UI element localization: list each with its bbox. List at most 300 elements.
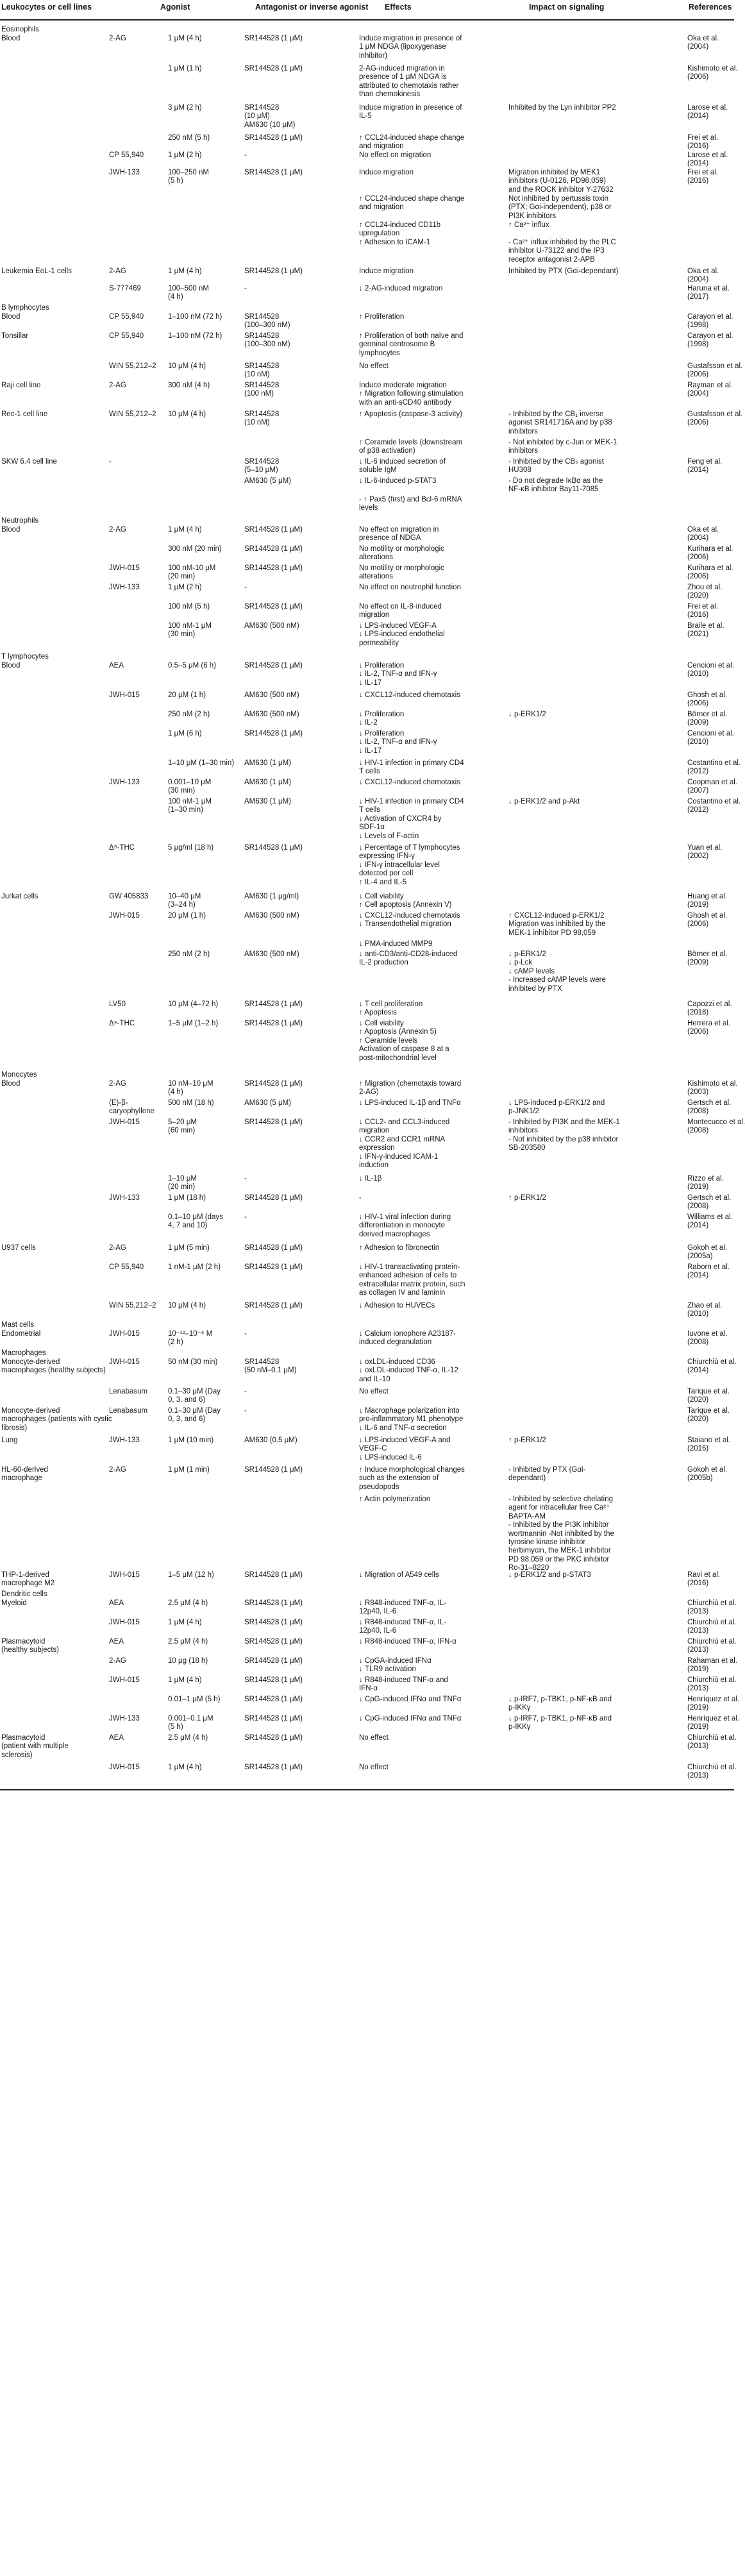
cell-agonist: WIN 55,212–2 <box>109 1302 156 1309</box>
cell-antagonist: SR144528 (1 μM) <box>244 545 303 553</box>
cell-dose: 1 μM (2 h) <box>168 584 202 591</box>
cell-antagonist: AM630 (500 nM) <box>244 711 299 718</box>
cell-reference: Braile et al. (2021) <box>687 622 724 639</box>
cell-cell-type: Eosinophils <box>1 26 39 33</box>
cell-effects: ↓ Percentage of T lymphocytes expressing IFN-γ ↓ IFN-γ intracellular level detected per cell ↑ IL-4 and IL-5 <box>359 844 460 886</box>
cell-reference: Larose et al. (2014) <box>687 151 728 168</box>
cell-antagonist: SR144528 (5–10 μM) <box>244 458 280 475</box>
cell-dose: 10 μM (4 h) <box>168 1302 206 1309</box>
cell-cell-type: B lymphocytes <box>1 304 49 312</box>
cell-antagonist: SR144528 (1 μM) <box>244 1715 303 1722</box>
cell-dose: 1–100 nM (72 h) <box>168 313 222 321</box>
cell-dose: 0.5–5 μM (6 h) <box>168 662 217 669</box>
cell-cell-type: T lymphocytes <box>1 653 49 661</box>
cell-impact: ↓ p-IRF7, p-TBK1, p-NF-κB and p-IKKγ <box>508 1715 612 1731</box>
header-agonist: Agonist <box>160 3 190 12</box>
cell-antagonist: SR144528 (1 μM) <box>244 267 303 275</box>
cell-dose: 5–20 μM (60 min) <box>168 1118 197 1135</box>
cell-dose: 0.1–30 μM (Day 0, 3, and 6) <box>168 1407 221 1424</box>
cell-reference: Zhao et al. (2010) <box>687 1302 723 1318</box>
cell-cell-type: Endometrial <box>1 1330 41 1338</box>
cell-cell-type: Neutrophils <box>1 517 39 525</box>
cell-agonist: CP 55,940 <box>109 151 144 159</box>
cell-dose: 50 nM (30 min) <box>168 1358 218 1366</box>
cell-effects: ↑ Adhesion to fibronectin <box>359 1244 440 1252</box>
cell-reference: Börner et al. (2009) <box>687 950 728 967</box>
cell-antagonist: SR144528 (1 μM) <box>244 1619 303 1626</box>
cell-reference: Gokoh et al. (2005b) <box>687 1466 728 1483</box>
cell-cell-type: Tonsillar <box>1 332 29 340</box>
cell-effects: ↓ CXCL12-induced chemotaxis <box>359 691 460 699</box>
cell-dose: 0.1–10 μM (days 4, 7 and 10) <box>168 1213 223 1230</box>
header-antagonist: Antagonist or inverse agonist <box>255 3 369 12</box>
cell-impact: ↑ p-ERK1/2 <box>508 1194 546 1202</box>
cell-effects: ↓ Calcium ionophore A23187- induced degranulation <box>359 1330 456 1347</box>
cell-reference: Herrera et al. (2006) <box>687 1020 731 1036</box>
cell-impact: ↑ p-ERK1/2 <box>508 1436 546 1444</box>
cell-dose: 100 nM-10 μM (20 min) <box>168 564 216 581</box>
cell-cell-type: Leukemia EoL-1 cells <box>1 267 72 275</box>
cell-agonist: Δ⁹-THC <box>109 1020 135 1027</box>
cell-reference: Williams et al. (2014) <box>687 1213 733 1230</box>
cell-reference: Gertsch et al. (2008) <box>687 1194 732 1211</box>
cell-impact: ↓ p-ERK1/2 and p-STAT3 <box>508 1571 591 1579</box>
cell-antagonist: SR144528 (1 μM) <box>244 134 303 142</box>
cell-antagonist: SR144528 (10 μM) AM630 (10 μM) <box>244 104 296 129</box>
cell-effects: ↓ R848-induced TNF-α and IFN-α <box>359 1676 448 1693</box>
cell-antagonist: SR144528 (1 μM) <box>244 1571 303 1579</box>
cell-agonist: Lenabasum <box>109 1407 148 1415</box>
cell-dose: 2.5 μM (4 h) <box>168 1734 208 1742</box>
cell-impact: - Inhibited by the CB₂ agonist HU308 <box>508 458 604 475</box>
cell-antagonist: AM630 (500 nM) <box>244 912 299 920</box>
cell-dose: 1 μM (18 h) <box>168 1194 206 1202</box>
cell-antagonist: SR144528 (100–300 nM) <box>244 332 290 349</box>
cell-agonist: 2-AG <box>109 526 126 534</box>
cell-effects: ↓ CXCL12-induced chemotaxis <box>359 779 460 786</box>
cell-agonist: Lenabasum <box>109 1388 148 1395</box>
cell-antagonist: SR144528 (1 μM) <box>244 1696 303 1703</box>
cell-effects: ↑ CCL24-induced shape change and migration <box>359 195 465 212</box>
cell-antagonist: SR144528 (1 μM) <box>244 844 303 852</box>
cell-impact: - Inhibited by selective chelating agent for intracellular free Ca²⁺ BAPTA-AM - Inhibited by the PI3K inhibitor wortmannin -Not inhibited by the tyrosine kinase inhibitor herbimycin, the MEK-1 inhibitor PD 98,059 or the PKC inhibitor Ro-31–8220 <box>508 1495 614 1572</box>
cell-agonist: AEA <box>109 1638 124 1646</box>
cell-effects: ↑ Proliferation <box>359 313 405 321</box>
cell-reference: Raborn et al. (2014) <box>687 1263 730 1280</box>
cell-agonist: AEA <box>109 662 124 669</box>
cell-impact: Inhibited by the Lyn inhibitor PP2 <box>508 104 616 112</box>
cell-antagonist: AM630 (1 μM) <box>244 798 292 805</box>
cell-dose: 1 nM-1 μM (2 h) <box>168 1263 221 1271</box>
cell-reference: Chiurchiù et al. (2013) <box>687 1638 737 1654</box>
cell-reference: Oka et al. (2004) <box>687 267 719 284</box>
cell-antagonist: SR144528 (1 μM) <box>244 603 303 610</box>
cell-effects: ↓ IL-6 induced secretion of soluble IgM <box>359 458 446 475</box>
cell-reference: Börner et al. (2009) <box>687 711 728 727</box>
cell-reference: Costantino et al. (2012) <box>687 798 741 814</box>
cell-dose: 10⁻¹²–10⁻⁶ M (2 h) <box>168 1330 213 1347</box>
cell-agonist: JWH-015 <box>109 1330 140 1338</box>
cell-reference: Zhou et al. (2020) <box>687 584 723 600</box>
cell-reference: Oka et al. (2004) <box>687 35 719 51</box>
cell-impact: - Inhibited by PTX (Gαi- dependant) <box>508 1466 586 1483</box>
cell-effects: ↓ oxLDL-induced CD36 ↓ oxLDL-induced TNF-α, IL-12 and IL-10 <box>359 1358 458 1383</box>
cell-reference: Costantino et al. (2012) <box>687 759 741 776</box>
cell-effects: No effect <box>359 1734 389 1742</box>
cell-antagonist: SR144528 (1 μM) <box>244 169 303 176</box>
cell-reference: Rizzo et al. (2019) <box>687 1175 724 1191</box>
cell-agonist: JWH-133 <box>109 1715 140 1722</box>
cell-reference: Tarique et al. (2020) <box>687 1388 730 1404</box>
cell-antagonist: SR144528 (1 μM) <box>244 1676 303 1684</box>
cell-antagonist: - <box>244 1213 247 1221</box>
cell-dose: 1–5 μM (12 h) <box>168 1571 214 1579</box>
cell-effects: - ↑ Pax5 (first) and Bcl-6 mRNA levels <box>359 496 462 512</box>
cell-agonist: 2-AG <box>109 382 126 389</box>
cell-effects: ↓ CXCL12-induced chemotaxis ↓ Transendothelial migration <box>359 912 460 929</box>
cell-dose: 0.001–10 μM (30 min) <box>168 779 212 795</box>
cell-effects: ↓ R848-induced TNF-α, IFN-α <box>359 1638 456 1646</box>
cell-effects: ↑ CCL24-induced shape change and migration <box>359 134 465 151</box>
cell-reference: Iuvone et al. (2008) <box>687 1330 728 1347</box>
cell-dose: 1 μM (1 h) <box>168 65 202 72</box>
cell-agonist: LV50 <box>109 1000 126 1008</box>
cell-cell-type: Monocyte-derived macrophages (healthy subjects) <box>1 1358 106 1375</box>
cell-reference: Yuan et al. (2002) <box>687 844 723 861</box>
cell-reference: Chiurchiù et al. (2013) <box>687 1764 737 1780</box>
cell-effects: ↓ T cell proliferation ↑ Apoptosis <box>359 1000 423 1017</box>
cell-reference: Gustafsson et al. (2006) <box>687 410 743 427</box>
cell-dose: 2.5 μM (4 h) <box>168 1638 208 1646</box>
cell-antagonist: AM630 (5 μM) <box>244 1099 292 1107</box>
cell-antagonist: SR144528 (1 μM) <box>244 1638 303 1646</box>
cell-antagonist: SR144528 (10 nM) <box>244 362 280 379</box>
cell-cell-type: Myeloid <box>1 1599 27 1607</box>
cell-antagonist: SR144528 (1 μM) <box>244 1466 303 1474</box>
cell-reference: Frei et al. (2016) <box>687 169 718 185</box>
cell-effects: ↑ Migration (chemotaxis toward 2-AG) <box>359 1080 462 1097</box>
cell-cell-type: HL-60-derived macrophage <box>1 1466 48 1483</box>
cell-impact: - Inhibited by the CB₁ inverse agonist SR141716A and by p38 inhibitors <box>508 410 612 435</box>
cell-reference: Henríquez et al. (2019) <box>687 1696 740 1712</box>
cell-reference: Cencioni et al. (2010) <box>687 730 734 746</box>
cell-cell-type: Monocytes <box>1 1071 37 1079</box>
cell-antagonist: - <box>244 1175 247 1183</box>
cell-cell-type: Blood <box>1 526 21 534</box>
cell-antagonist: SR144528 (1 μM) <box>244 35 303 42</box>
cell-impact: - Not inhibited by c-Jun or MEK-1 inhibitors <box>508 439 617 455</box>
cell-dose: 1 μM (1 min) <box>168 1466 210 1474</box>
cell-dose: 10 μM (4 h) <box>168 362 206 370</box>
cell-impact: ↓ LPS-induced p-ERK1/2 and p-JNK1/2 <box>508 1099 605 1116</box>
cell-reference: Huang et al. (2019) <box>687 893 728 909</box>
cell-dose: 250 nM (5 h) <box>168 134 210 142</box>
cell-impact: ↓ p-ERK1/2 ↓ p-Lck ↓ cAMP levels - Increased cAMP levels were inhibited by PTX <box>508 950 606 993</box>
cell-agonist: CP 55,940 <box>109 332 144 340</box>
cell-antagonist: SR144528 (1 μM) <box>244 526 303 534</box>
cell-antagonist: SR144528 (1 μM) <box>244 1118 303 1126</box>
cell-reference: Rahaman et al. (2019) <box>687 1657 737 1674</box>
cell-impact: Migration inhibited by MEK1 inhibitors (U-0126, PD98,059) and the ROCK inhibitor Y-27632 <box>508 169 614 194</box>
cell-dose: 1–10 μM (1–30 min) <box>168 759 235 767</box>
cell-antagonist: SR144528 (100–300 nM) <box>244 313 290 330</box>
cell-effects: ↓ IL-6-induced p-STAT3 <box>359 477 437 485</box>
cell-cell-type: Blood <box>1 313 21 321</box>
cell-impact: ↑ Ca²⁺ influx <box>508 221 549 229</box>
cell-agonist: JWH-015 <box>109 912 140 920</box>
cell-dose: 1 μM (4 h) <box>168 1764 202 1771</box>
cell-effects: No effect <box>359 1388 389 1395</box>
cell-effects: No effect <box>359 362 389 370</box>
cell-cell-type: Lung <box>1 1436 18 1444</box>
cell-effects: ↓ CpG-induced IFNα and TNFα <box>359 1696 462 1703</box>
cell-reference: Feng et al. (2014) <box>687 458 723 475</box>
cell-antagonist: AM630 (500 nM) <box>244 622 299 630</box>
cell-cell-type: Blood <box>1 1080 21 1088</box>
cell-antagonist: SR144528 (1 μM) <box>244 662 303 669</box>
cell-effects: ↑ Ceramide levels (downstream of p38 activation) <box>359 439 463 455</box>
cell-impact: ↑ CXCL12-induced p-ERK1/2 Migration was inhibited by the MEK-1 inhibitor PD 98,059 <box>508 912 606 937</box>
cell-effects: ↓ HIV-1 infection in primary CD4 T cells ↓ Activation of CXCR4 by SDF-1α ↓ Levels of F-actin <box>359 798 464 840</box>
cell-dose: 10 nM–10 μM (4 h) <box>168 1080 213 1097</box>
cell-agonist: S-777469 <box>109 285 141 292</box>
cell-reference: Gokoh et al. (2005a) <box>687 1244 728 1261</box>
cell-agonist: WIN 55,212–2 <box>109 362 156 370</box>
cell-effects: Induce migration in presence of IL-5 <box>359 104 462 121</box>
cell-dose: 1 μM (4 h) <box>168 35 202 42</box>
cell-antagonist: SR144528 (50 nM–0.1 μM) <box>244 1358 297 1375</box>
cell-reference: Chiurchiù et al. (2013) <box>687 1619 737 1635</box>
cell-cell-type: Rec-1 cell line <box>1 410 48 418</box>
cell-effects: ↓ LPS-induced VEGF-A ↓ LPS-induced endothelial permeability <box>359 622 445 647</box>
cell-antagonist: - <box>244 285 247 292</box>
cell-reference: Kurihara et al. (2006) <box>687 545 733 562</box>
cell-antagonist: SR144528 (1 μM) <box>244 1000 303 1008</box>
cell-dose: 0.1–30 μM (Day 0, 3, and 6) <box>168 1388 221 1404</box>
cell-dose: 100 nM-1 μM (30 min) <box>168 622 212 639</box>
cell-reference: Ravi et al. (2016) <box>687 1571 721 1588</box>
cell-agonist: JWH-133 <box>109 1436 140 1444</box>
cell-effects: No effect on migration <box>359 151 431 159</box>
cell-antagonist: SR144528 (1 μM) <box>244 1764 303 1771</box>
cell-agonist: (E)-β- caryophyllene <box>109 1099 155 1116</box>
cell-effects: ↓ CpGA-induced IFNα ↓ TLR9 activation <box>359 1657 431 1674</box>
cell-effects: ↓ HIV-1 infection in primary CD4 T cells <box>359 759 464 776</box>
cell-dose: 500 nM (18 h) <box>168 1099 214 1107</box>
cell-effects: ↓ LPS-induced IL-1β and TNFα <box>359 1099 461 1107</box>
cell-reference: Kishimoto et al. (2006) <box>687 65 738 81</box>
cell-dose: 100 nM (5 h) <box>168 603 210 610</box>
cell-reference: Oka et al. (2004) <box>687 526 719 543</box>
cell-effects: No motility or morphologic alterations <box>359 564 444 581</box>
cell-effects: - <box>359 1194 362 1202</box>
cell-agonist: 2-AG <box>109 1466 126 1474</box>
cell-antagonist: SR144528 (10 nM) <box>244 410 280 427</box>
cell-impact: ↓ p-IRF7, p-TBK1, p-NF-κB and p-IKKγ <box>508 1696 612 1712</box>
cell-effects: ↓ anti-CD3/anti-CD28-induced IL-2 production <box>359 950 458 967</box>
cell-dose: 10 μM (4–72 h) <box>168 1000 219 1008</box>
header-references: References <box>689 3 732 12</box>
cell-antagonist: AM630 (500 nM) <box>244 691 299 699</box>
cell-cell-type: Monocyte-derived macrophages (patients with cystic fibrosis) <box>1 1407 112 1432</box>
cell-effects: ↓ PMA-induced MMP9 <box>359 940 433 948</box>
cell-effects: ↓ Proliferation ↓ IL-2, TNF-α and IFN-γ ↓ IL-17 <box>359 662 437 687</box>
cell-dose: 10 μg (18 h) <box>168 1657 208 1665</box>
cell-reference: Chiurchiù et al. (2013) <box>687 1599 737 1616</box>
cell-reference: Chiurchiù et al. (2014) <box>687 1358 737 1375</box>
cell-effects: ↓ CCL2- and CCL3-induced migration ↓ CCR2 and CCR1 mRNA expression ↓ IFN-γ-induced ICAM-1 induction <box>359 1118 450 1170</box>
cell-dose: 1 μM (10 min) <box>168 1436 214 1444</box>
cell-antagonist: SR144528 (1 μM) <box>244 1194 303 1202</box>
cell-agonist: Δ⁹-THC <box>109 844 135 852</box>
cell-dose: 3 μM (2 h) <box>168 104 202 112</box>
cell-agonist: - <box>109 458 112 466</box>
cell-reference: Haruna et al. (2017) <box>687 285 730 301</box>
header-cells: Leukocytes or cell lines <box>1 3 92 12</box>
cell-dose: 5 μg/ml (18 h) <box>168 844 214 852</box>
table-header <box>0 0 734 21</box>
cell-antagonist: AM630 (1 μg/ml) <box>244 893 299 900</box>
cell-dose: 100 nM-1 μM (1–30 min) <box>168 798 212 814</box>
cell-antagonist: SR144528 (1 μM) <box>244 1244 303 1252</box>
cell-dose: 1 μM (5 min) <box>168 1244 210 1252</box>
cell-antagonist: AM630 (1 μM) <box>244 779 292 786</box>
cell-dose: 250 nM (2 h) <box>168 711 210 718</box>
cell-effects: ↓ IL-1β <box>359 1175 382 1183</box>
cell-agonist: JWH-133 <box>109 779 140 786</box>
cell-cell-type: Blood <box>1 35 21 42</box>
cell-dose: 20 μM (1 h) <box>168 691 206 699</box>
cell-agonist: JWH-015 <box>109 1619 140 1626</box>
cell-reference: Staiano et al. (2016) <box>687 1436 731 1453</box>
cell-dose: 250 nM (2 h) <box>168 950 210 958</box>
cell-agonist: JWH-133 <box>109 1194 140 1202</box>
cell-agonist: JWH-133 <box>109 584 140 591</box>
cell-effects: ↓ CpG-induced IFNα and TNFα <box>359 1715 462 1722</box>
cell-antagonist: AM630 (0.5 μM) <box>244 1436 297 1444</box>
cell-agonist: WIN 55,212–2 <box>109 410 156 418</box>
cell-effects: ↑ Adhesion to ICAM-1 <box>359 239 431 246</box>
cell-effects: ↑ Actin polymerization <box>359 1495 431 1503</box>
cell-effects: No motility or morphologic alterations <box>359 545 444 562</box>
cell-antagonist: SR144528 (1 μM) <box>244 65 303 72</box>
cell-reference: Henríquez et al. (2019) <box>687 1715 740 1731</box>
cell-reference: Carayon et al. (1998) <box>687 332 733 349</box>
cell-cell-type: Blood <box>1 662 21 669</box>
cell-agonist: 2-AG <box>109 267 126 275</box>
cell-dose: 300 nM (20 min) <box>168 545 222 553</box>
cell-effects: ↑ Induce morphological changes such as the extension of pseudopods <box>359 1466 465 1491</box>
cell-cell-type: Dendritic cells <box>1 1590 47 1598</box>
cell-agonist: JWH-015 <box>109 691 140 699</box>
cell-effects: ↓ R848-induced TNF-α, IL- 12p40, IL-6 <box>359 1619 447 1635</box>
cell-cell-type: Jurkat cells <box>1 893 38 900</box>
cell-effects: No effect on migration in presence of NDGA <box>359 526 439 543</box>
cell-antagonist: SR144528 (100 nM) <box>244 382 280 398</box>
cell-antagonist: SR144528 (1 μM) <box>244 1302 303 1309</box>
cell-impact: ↓ p-ERK1/2 <box>508 711 546 718</box>
cell-effects: ↑ Proliferation of both naïve and germinal centrosome B lymphocytes <box>359 332 464 357</box>
cell-dose: 1 μM (4 h) <box>168 526 202 534</box>
cell-antagonist: SR144528 (1 μM) <box>244 1020 303 1027</box>
cell-dose: 20 μM (1 h) <box>168 912 206 920</box>
cell-dose: 100–250 nM (5 h) <box>168 169 209 185</box>
cell-antagonist: AM630 (500 nM) <box>244 950 299 958</box>
cell-agonist: 2-AG <box>109 1080 126 1088</box>
cell-reference: Ghosh et al. (2006) <box>687 912 728 929</box>
cell-agonist: 2-AG <box>109 35 126 42</box>
cell-cell-type: Mast cells <box>1 1321 35 1329</box>
cell-effects: Induce moderate migration ↑ Migration following stimulation with an anti-sCD40 antibody <box>359 382 464 407</box>
cell-antagonist: - <box>244 1388 247 1395</box>
cell-effects: No effect <box>359 1764 389 1771</box>
cell-effects: ↓ HIV-1 viral infection during differentiation in monocyte derived macrophages <box>359 1213 451 1238</box>
cell-cell-type: Macrophages <box>1 1349 46 1357</box>
cell-reference: Ghosh et al. (2006) <box>687 691 728 708</box>
cell-effects: ↓ HIV-1 transactivating protein- enhanced adhesion of cells to extracellular matrix protein, such as collagen IV and laminin <box>359 1263 465 1297</box>
cell-effects: Induce migration <box>359 169 414 176</box>
cell-effects: ↓ LPS-induced VEGF-A and VEGF-C ↓ LPS-induced IL-6 <box>359 1436 451 1461</box>
cell-impact: - Inhibited by PI3K and the MEK-1 inhibitors - Not inhibited by the p38 inhibitor SB-203580 <box>508 1118 620 1152</box>
cell-effects: Induce migration in presence of 1 μM NDGA (lipoxygenase inhibitor) <box>359 35 462 60</box>
cell-reference: Coopman et al. (2007) <box>687 779 737 795</box>
cell-reference: Gustafsson et al. (2006) <box>687 362 743 379</box>
cell-cell-type: Raji cell line <box>1 382 41 389</box>
cell-antagonist: - <box>244 1330 247 1338</box>
cell-agonist: 2-AG <box>109 1657 126 1665</box>
cell-antagonist: SR144528 (1 μM) <box>244 1599 303 1607</box>
header-effects: Effects <box>385 3 412 12</box>
cell-dose: 0.01–1 μM (5 h) <box>168 1696 221 1703</box>
cell-effects: ↓ Migration of A549 cells <box>359 1571 439 1579</box>
cell-antagonist: SR144528 (1 μM) <box>244 1263 303 1271</box>
cell-dose: 2.5 μM (4 h) <box>168 1599 208 1607</box>
cell-antagonist: AM630 (5 μM) <box>244 477 292 485</box>
cell-reference: Frei et al. (2016) <box>687 134 718 151</box>
cell-effects: ↓ 2-AG-induced migration <box>359 285 443 292</box>
cell-dose: 0.001–0.1 μM (5 h) <box>168 1715 213 1731</box>
cell-cell-type: SKW 6.4 cell line <box>1 458 57 466</box>
cell-effects: 2-AG-induced migration in presence of 1 μM NDGA is attributed to chemotaxis rather than chemokinesis <box>359 65 459 99</box>
cell-effects: ↑ CCL24-induced CD11b upregulation <box>359 221 440 238</box>
cell-agonist: JWH-015 <box>109 564 140 572</box>
cell-reference: Rayman et al. (2004) <box>687 382 733 398</box>
cell-agonist: AEA <box>109 1734 124 1742</box>
cell-antagonist: SR144528 (1 μM) <box>244 1734 303 1742</box>
cell-antagonist: AM630 (1 μM) <box>244 759 292 767</box>
cell-reference: Montecucco et al. (2008) <box>687 1118 745 1135</box>
cell-reference: Kurihara et al. (2006) <box>687 564 733 581</box>
cell-dose: 10 μM (4 h) <box>168 410 206 418</box>
cell-dose: 1–10 μM (20 min) <box>168 1175 197 1191</box>
cell-antagonist: SR144528 (1 μM) <box>244 1080 303 1088</box>
cell-agonist: CP 55,940 <box>109 313 144 321</box>
cell-dose: 1–5 μM (1–2 h) <box>168 1020 219 1027</box>
cell-agonist: JWH-015 <box>109 1764 140 1771</box>
cell-effects: ↓ Macrophage polarization into pro-inflammatory M1 phenotype ↓ IL-6 and TNF-α secretion <box>359 1407 464 1432</box>
cell-antagonist: - <box>244 584 247 591</box>
cell-dose: 1–100 nM (72 h) <box>168 332 222 340</box>
cell-effects: Induce migration <box>359 267 414 275</box>
cell-impact: - Ca²⁺ influx inhibited by the PLC inhibitor U-73122 and the IP3 receptor antagonist 2-APB <box>508 239 616 264</box>
cell-cell-type: U937 cells <box>1 1244 36 1252</box>
cell-dose: 100–500 nM (4 h) <box>168 285 209 301</box>
cell-reference: Larose et al. (2014) <box>687 104 728 121</box>
cell-antagonist: SR144528 (1 μM) <box>244 730 303 737</box>
cell-reference: Capozzi et al. (2018) <box>687 1000 732 1017</box>
cell-reference: Frei et al. (2016) <box>687 603 718 619</box>
cell-dose: 1 μM (4 h) <box>168 1676 202 1684</box>
